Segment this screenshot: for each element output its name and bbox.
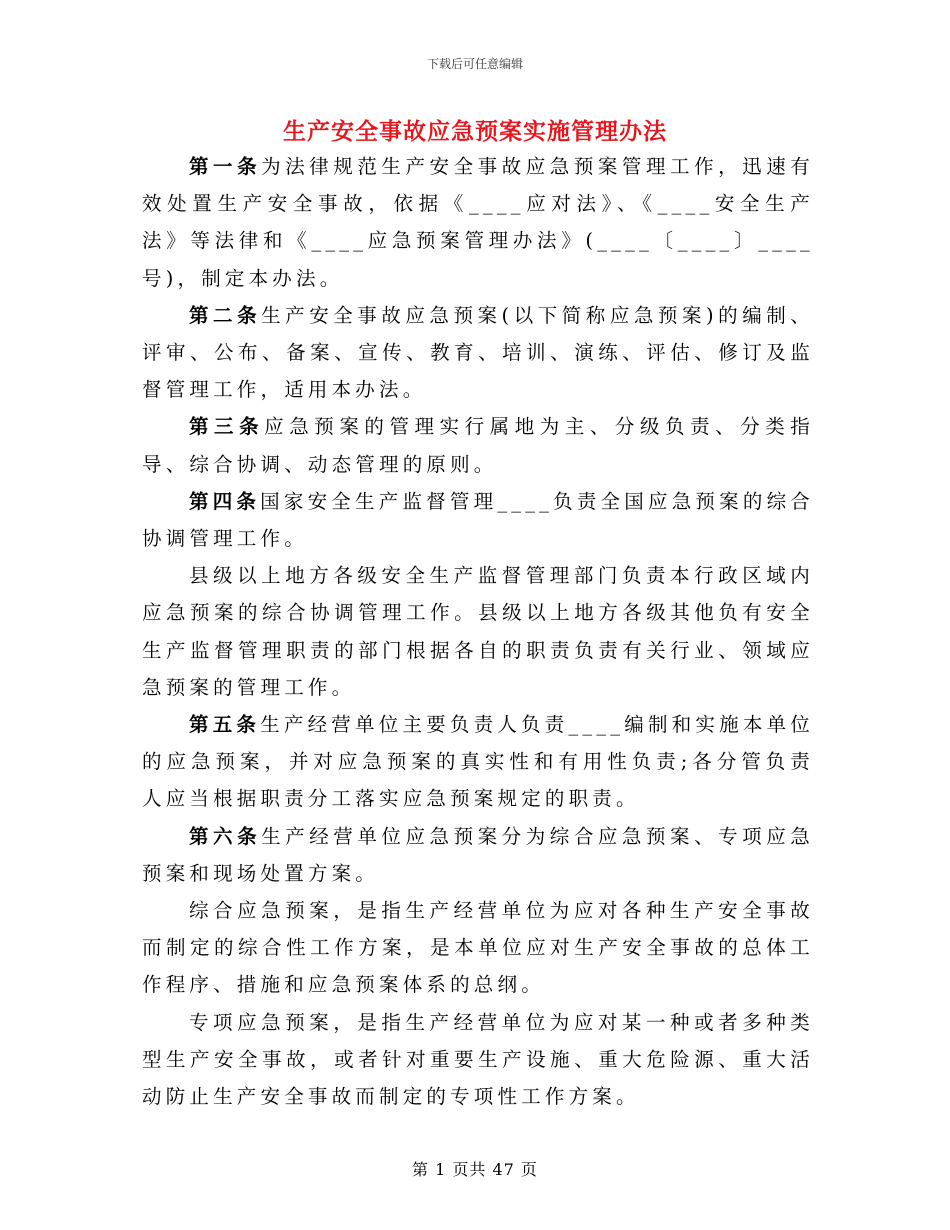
article-text: 综合应急预案，是指生产经营单位为应对各种生产安全事故而制定的综合性工作方案，是本单位应对生产安全事故的总体工作程序、措施和应急预案体系的总纲。 xyxy=(142,899,814,997)
article-label: 第五条 xyxy=(189,713,261,737)
paragraph-article-1 xyxy=(142,148,814,297)
document-title: 生产安全事故应急预案实施管理办法 xyxy=(283,119,667,145)
article-label: 第三条 xyxy=(189,415,265,439)
paragraph-article-4 xyxy=(142,483,814,557)
page-number-footer: 第 1 页共 47 页 xyxy=(412,1160,538,1179)
paragraph-article-3 xyxy=(142,408,814,482)
article-text: 县级以上地方各级安全生产监督管理部门负责本行政区域内应急预案的综合协调管理工作。县级以上地方各级其他负有安全生产监督管理职责的部门根据各自的职责负责有关行业、领域应急预案的管理工作。 xyxy=(142,564,814,699)
paragraph-article-6-comprehensive xyxy=(142,892,814,1004)
article-text: 专项应急预案，是指生产经营单位为应对某一种或者多种类型生产安全事故，或者针对重要生产设施、重大危险源、重大活动防止生产安全事故而制定的专项性工作方案。 xyxy=(142,1010,814,1109)
article-text: 生产安全事故应急预案(以下简称应急预案)的编制、评审、公布、备案、宣传、教育、培训、演练、评估、修订及监督管理工作，适用本办法。 xyxy=(142,303,814,402)
paragraph-article-6-special xyxy=(142,1004,814,1116)
article-text: 国家安全生产监督管理____负责全国应急预案的综合协调管理工作。 xyxy=(142,489,814,551)
document-body xyxy=(142,148,814,1115)
article-text: 为法律规范生产安全事故应急预案管理工作，迅速有效处置生产安全事故，依据《____应对法》、《____安全生产法》等法律和《____应急预案管理办法》(____〔____〕____号)，制定本办法。 xyxy=(142,155,814,290)
paragraph-article-4-cont xyxy=(142,557,814,706)
article-label: 第六条 xyxy=(189,824,262,848)
paragraph-article-2 xyxy=(142,297,814,409)
article-label: 第二条 xyxy=(189,303,262,327)
article-label: 第四条 xyxy=(189,489,261,513)
header-note: 下载后可任意编辑 xyxy=(426,57,523,71)
paragraph-article-5 xyxy=(142,706,814,818)
article-text: 应急预案的管理实行属地为主、分级负责、分类指导、综合协调、动态管理的原则。 xyxy=(142,415,814,476)
article-text: 生产经营单位应急预案分为综合应急预案、专项应急预案和现场处置方案。 xyxy=(142,824,814,885)
article-text: 生产经营单位主要负责人负责____编制和实施本单位的应急预案，并对应急预案的真实性和有用性负责;各分管负责人应当根据职责分工落实应急预案规定的职责。 xyxy=(142,713,814,811)
paragraph-article-6 xyxy=(142,818,814,892)
article-label: 第一条 xyxy=(189,155,262,178)
